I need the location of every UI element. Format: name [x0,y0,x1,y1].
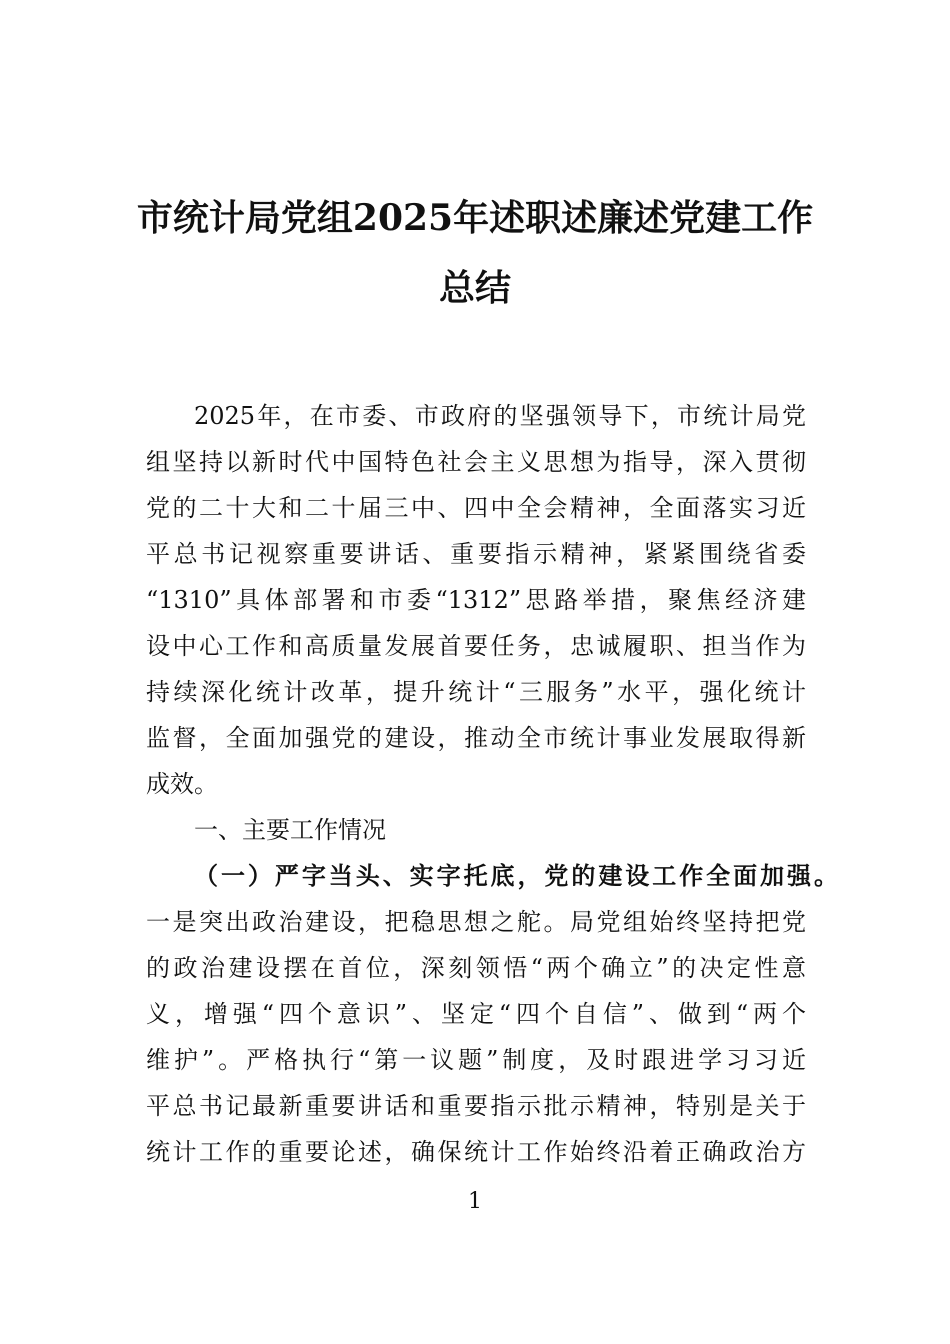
intro-paragraph-line: “1310”具体部署和市委“1312”思路举措，聚焦经济建 [146,586,806,614]
section-paragraph-line: 平总书记最新重要讲话和重要指示批示精神，特别是关于 [146,1092,806,1120]
section-paragraph-line: 一是突出政治建设，把稳思想之舵。局党组始终坚持把党 [146,908,806,936]
section-paragraph-line: 义，增强“四个意识”、坚定“四个自信”、做到“两个 [146,1000,806,1028]
intro-paragraph-line: 设中心工作和高质量发展首要任务，忠诚履职、担当作为 [146,632,806,660]
document-title-line-1: 市统计局党组2025年述职述廉述党建工作 [136,197,814,239]
intro-paragraph-line: 2025年，在市委、市政府的坚强领导下，市统计局党 [194,402,806,430]
intro-paragraph-line: 组坚持以新时代中国特色社会主义思想为指导，深入贯彻 [146,448,806,476]
subsection-heading: （一）严字当头、实字托底，党的建设工作全面加强。 [194,861,838,890]
intro-paragraph-line: 监督，全面加强党的建设，推动全市统计事业发展取得新 [146,724,806,752]
section-paragraph-line: 统计工作的重要论述，确保统计工作始终沿着正确政治方 [146,1138,806,1166]
section-paragraph-line: 维护”。严格执行“第一议题”制度，及时跟进学习习近 [146,1046,806,1074]
intro-paragraph-line: 成效。 [146,770,218,798]
document-title-line-2: 总结 [438,267,511,309]
intro-paragraph-line: 党的二十大和二十届三中、四中全会精神，全面落实习近 [146,494,806,522]
intro-paragraph-line: 平总书记视察重要讲话、重要指示精神，紧紧围绕省委 [146,540,806,568]
section-paragraph-line: 的政治建设摆在首位，深刻领悟“两个确立”的决定性意 [146,954,806,982]
intro-paragraph-line: 持续深化统计改革，提升统计“三服务”水平，强化统计 [146,678,806,706]
page-number: 1 [468,1189,482,1214]
section-heading: 一、主要工作情况 [194,816,386,844]
